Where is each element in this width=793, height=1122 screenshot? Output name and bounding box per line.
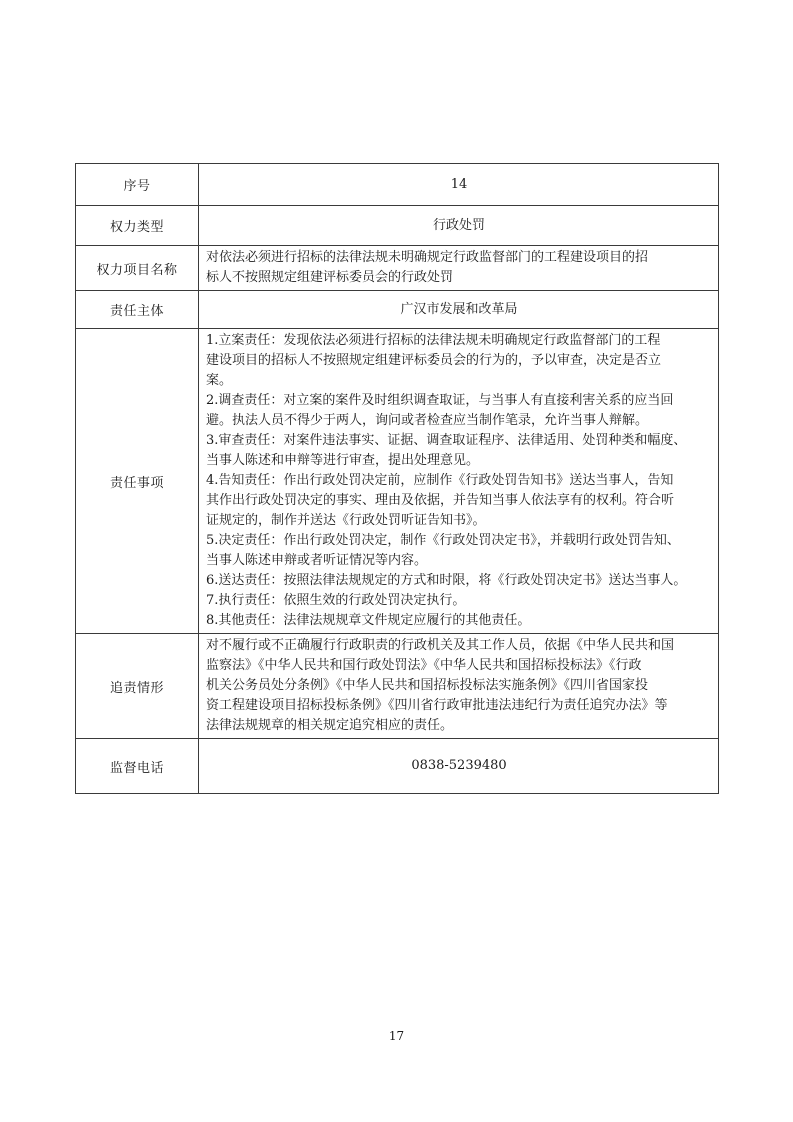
text-line: 避。执法人员不得少于两人，询问或者检查应当制作笔录，允许当事人辩解。 bbox=[206, 413, 649, 428]
text-line: 法律法规规章的相关规定追究相应的责任。 bbox=[206, 718, 454, 733]
text-line: 建设项目的招标人不按照规定组建评标委员会的行为的，予以审查，决定是否立 bbox=[206, 353, 662, 368]
serial-number: 14 bbox=[199, 164, 719, 206]
table-row-responsibilities bbox=[76, 329, 719, 634]
row-label: 责任主体 bbox=[76, 291, 199, 329]
table-row-supervision-phone bbox=[76, 739, 719, 794]
text-line: 机关公务员处分条例》《中华人民共和国招标投标法实施条例》《四川省国家投 bbox=[206, 678, 649, 693]
text-line: 5.决定责任：作出行政处罚决定，制作《行政处罚决定书》，并载明行政处罚告知、 bbox=[206, 533, 680, 548]
row-label: 监督电话 bbox=[76, 739, 199, 794]
text-line: 7.执行责任：依照生效的行政处罚决定执行。 bbox=[206, 593, 466, 608]
row-label: 权力类型 bbox=[76, 206, 199, 246]
text-line: 其作出行政处罚决定的事实、理由及依据，并告知当事人依法享有的权利。符合听 bbox=[206, 493, 675, 508]
table-row-serial bbox=[76, 164, 719, 206]
table-row-responsible-subject bbox=[76, 291, 719, 329]
power-type: 行政处罚 bbox=[199, 206, 719, 246]
text-line: 6.送达责任：按照法律法规规定的方式和时限，将《行政处罚决定书》送达当事人。 bbox=[206, 573, 687, 588]
text-line: 案。 bbox=[206, 373, 233, 388]
row-label: 责任事项 bbox=[76, 329, 199, 634]
table-body bbox=[76, 164, 719, 794]
text-line: 监察法》《中华人民共和国行政处罚法》《中华人民共和国招标投标法》《行政 bbox=[206, 658, 642, 673]
responsibilities bbox=[199, 329, 719, 634]
text-line: 4.告知责任：作出行政处罚决定前，应制作《行政处罚告知书》送达当事人，告知 bbox=[206, 473, 674, 488]
row-label: 追责情形 bbox=[76, 634, 199, 739]
table-row-accountability bbox=[76, 634, 719, 739]
table-row-power-item-name bbox=[76, 246, 719, 291]
text-line: 3.审查责任：对案件违法事实、证据、调查取证程序、法律适用、处罚种类和幅度、 bbox=[206, 433, 687, 448]
row-label: 权力项目名称 bbox=[76, 246, 199, 291]
text-line: 2.调查责任：对立案的案件及时组织调查取证，与当事人有直接利害关系的应当回 bbox=[206, 393, 674, 408]
table-row-power-type bbox=[76, 206, 719, 246]
text-line: 当事人陈述申辩或者听证情况等内容。 bbox=[206, 553, 428, 568]
power-item-name bbox=[199, 246, 719, 291]
text-line: 8.其他责任：法律法规规章文件规定应履行的其他责任。 bbox=[206, 613, 531, 628]
text-line: 证规定的，制作并送达《行政处罚听证告知书》。 bbox=[206, 513, 486, 528]
page-number: 17 bbox=[388, 1029, 405, 1043]
accountability bbox=[199, 634, 719, 739]
text-line: 对依法必须进行招标的法律法规未明确规定行政监督部门的工程建设项目的招 bbox=[206, 250, 649, 265]
supervision-phone: 0838-5239480 bbox=[199, 739, 719, 794]
responsible-subject: 广汉市发展和改革局 bbox=[199, 291, 719, 329]
text-line: 资工程建设项目招标投标条例》《四川省行政审批违法违纪行为责任追究办法》等 bbox=[206, 698, 668, 713]
text-line: 当事人陈述和申辩等进行审查，提出处理意见。 bbox=[206, 453, 480, 468]
text-line: 1.立案责任：发现依法必须进行招标的法律法规未明确规定行政监督部门的工程 bbox=[206, 333, 661, 348]
text-line: 标人不按照规定组建评标委员会的行政处罚 bbox=[206, 270, 454, 285]
power-list-table bbox=[75, 163, 719, 794]
row-label: 序号 bbox=[76, 164, 199, 206]
text-line: 对不履行或不正确履行行政职责的行政机关及其工作人员，依据《中华人民共和国 bbox=[206, 638, 675, 653]
